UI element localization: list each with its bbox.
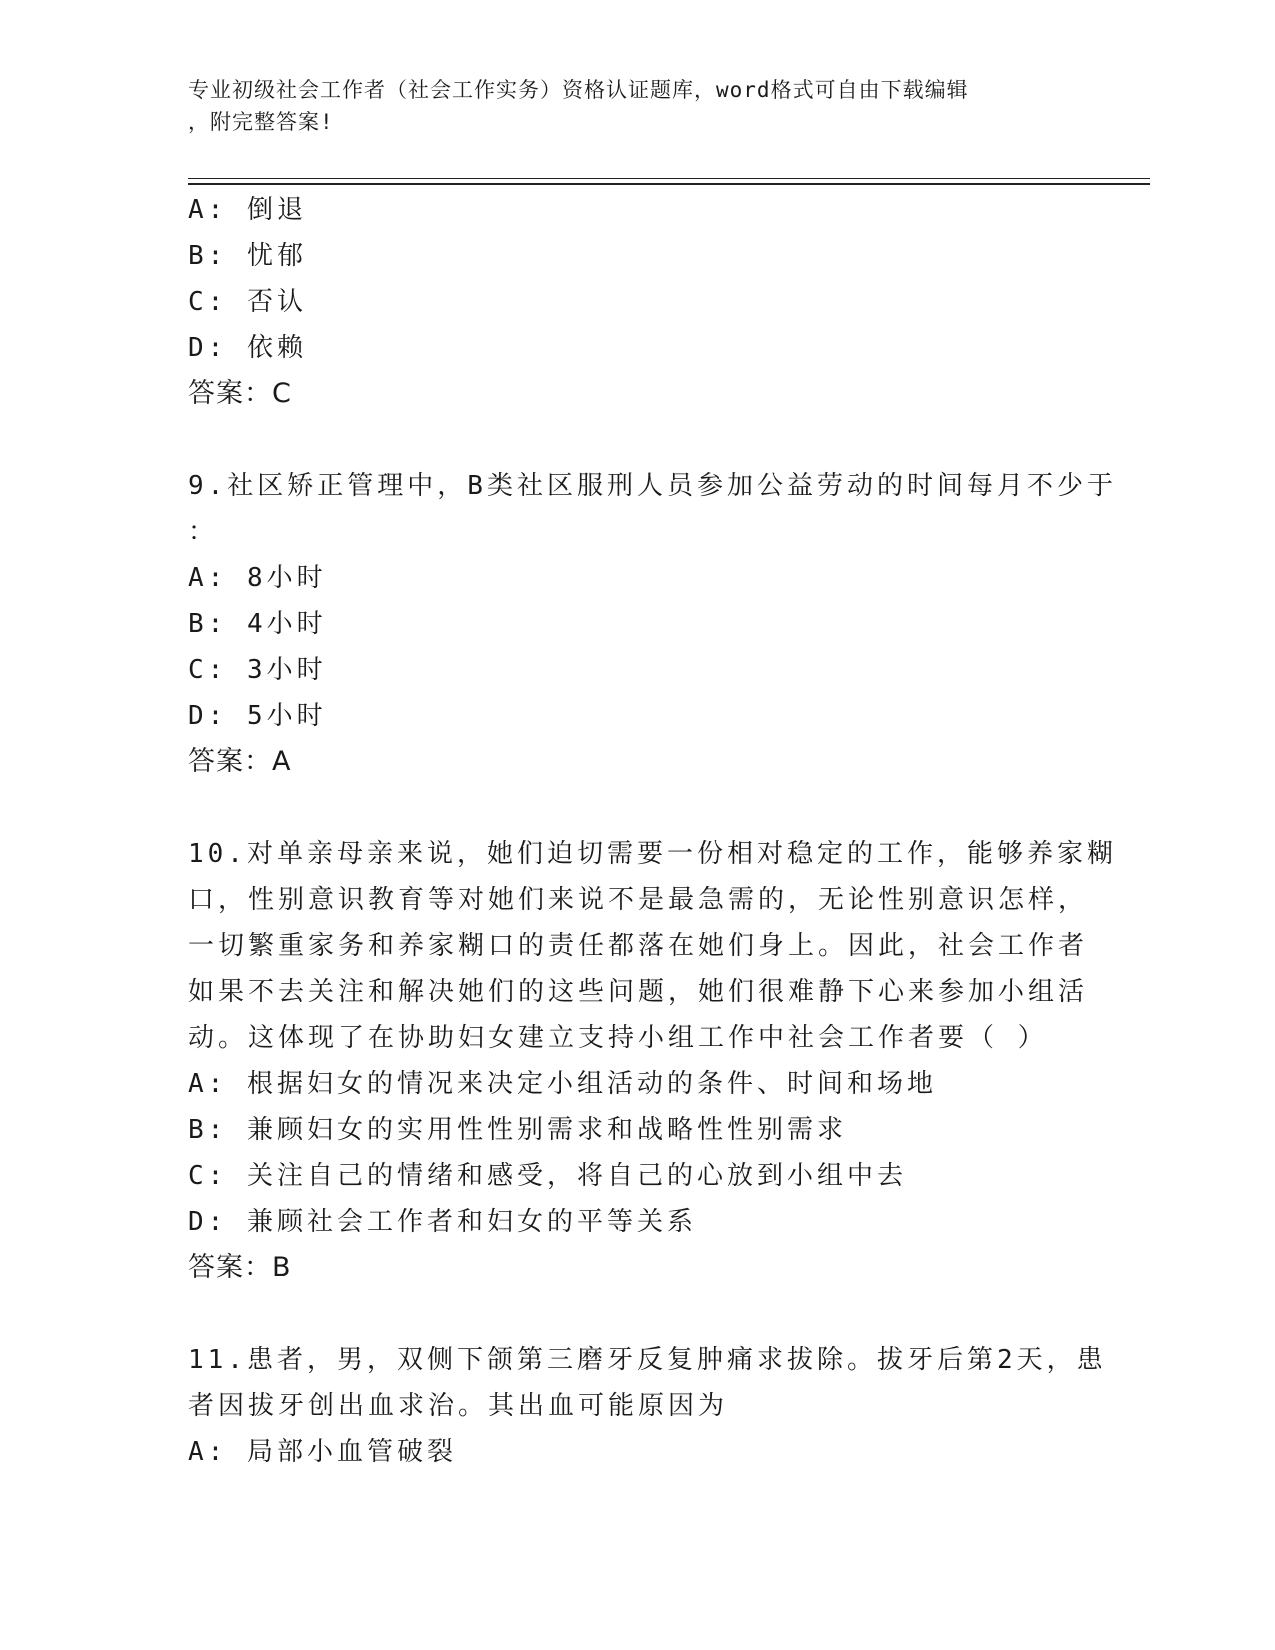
question-stem-line: 10.对单亲母亲来说，她们迫切需要一份相对稳定的工作，能够养家糊	[188, 839, 1117, 869]
option-a: A: 局部小血管破裂	[188, 1437, 457, 1467]
option-b: B: 忧郁	[188, 241, 307, 271]
option-d: D: 5小时	[188, 701, 327, 731]
document-header	[188, 74, 1088, 138]
question-stem-line: 动。这体现了在协助妇女建立支持小组工作中社会工作者要（ ）	[188, 1023, 1048, 1053]
option-a: A: 倒退	[188, 195, 307, 225]
question-8	[188, 187, 1088, 417]
option-b: B: 兼顾妇女的实用性性别需求和战略性性别需求	[188, 1115, 847, 1145]
question-stem-line: 11.患者，男，双侧下颌第三磨牙反复肿痛求拔除。拔牙后第2天，患	[188, 1345, 1107, 1375]
question-9	[188, 463, 1117, 785]
header-line-1: 专业初级社会工作者（社会工作实务）资格认证题库，word格式可自由下载编辑	[188, 78, 969, 102]
answer: 答案：B	[188, 1252, 292, 1283]
option-a: A: 根据妇女的情况来决定小组活动的条件、时间和场地	[188, 1069, 937, 1099]
option-c: C: 3小时	[188, 655, 327, 685]
header-rule-thick	[188, 183, 1150, 185]
question-stem-line: ：	[188, 517, 219, 547]
option-b: B: 4小时	[188, 609, 327, 639]
option-a: A: 8小时	[188, 563, 327, 593]
header-rule-thin	[188, 178, 1150, 179]
question-stem-line: 9.社区矫正管理中，B类社区服刑人员参加公益劳动的时间每月不少于	[188, 471, 1117, 501]
option-d: D: 兼顾社会工作者和妇女的平等关系	[188, 1207, 697, 1237]
header-line-2: ，附完整答案!	[188, 110, 334, 134]
question-content	[188, 187, 1117, 1475]
option-c: C: 关注自己的情绪和感受，将自己的心放到小组中去	[188, 1161, 907, 1191]
question-stem-line: 者因拔牙创出血求治。其出血可能原因为	[188, 1391, 729, 1421]
question-stem-line: 一切繁重家务和养家糊口的责任都落在她们身上。因此，社会工作者	[188, 931, 1089, 961]
answer: 答案：A	[188, 746, 292, 777]
option-d: D: 依赖	[188, 333, 307, 363]
question-stem-line: 如果不去关注和解决她们的这些问题，她们很难静下心来参加小组活	[188, 977, 1089, 1007]
option-c: C: 否认	[188, 287, 307, 317]
question-stem-line: 口，性别意识教育等对她们来说不是最急需的，无论性别意识怎样，	[188, 885, 1089, 915]
question-10	[188, 831, 1117, 1291]
answer: 答案：C	[188, 378, 292, 409]
question-11	[188, 1337, 1107, 1475]
